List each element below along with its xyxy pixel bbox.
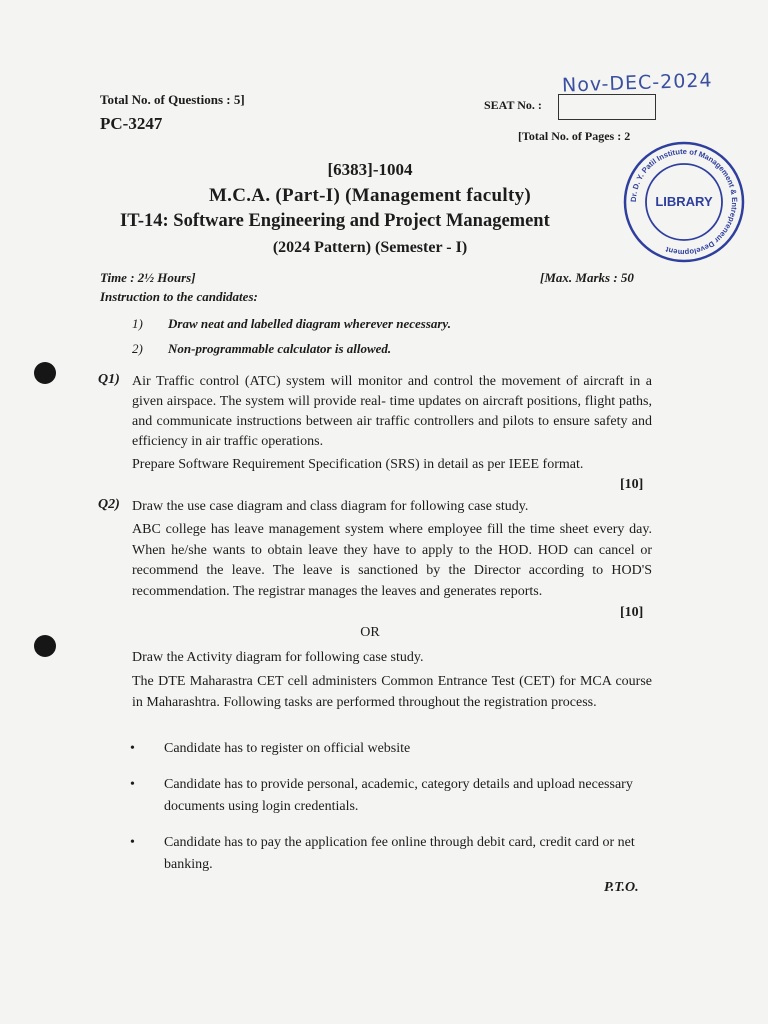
instruction-2-num: 2) <box>132 341 143 356</box>
total-pages: [Total No. of Pages : 2 <box>518 129 631 143</box>
seat-number-box <box>558 94 656 120</box>
q2-or: OR <box>360 625 380 640</box>
q1-paragraph: Air Traffic control (ATC) system will monitor and control the movement of aircraft in a given airspace. The system will provide real- time updates on aircraft positions, flight paths, and communicate instructions between air traffic controllers and pilots to ensure safety and efficiency in air traffic operations. <box>132 374 652 449</box>
library-stamp <box>622 140 746 264</box>
q2-label: Q2) <box>98 497 120 512</box>
q1-task: Prepare Software Requirement Specification (SRS) in detail as per IEEE format. <box>132 457 584 472</box>
exam-time: Time : 2½ Hours] <box>100 270 196 285</box>
punch-hole-bottom <box>34 635 56 657</box>
q2-task-item-3 <box>164 832 652 876</box>
instruction-1-num: 1) <box>132 316 143 331</box>
handwritten-date: Nov-DEC-2024 <box>561 69 713 97</box>
seat-label: SEAT No. : <box>484 98 542 112</box>
q2-intro: Draw the use case diagram and class diagram for following case study. <box>132 499 529 514</box>
q2-task-item-3-text: Candidate has to pay the application fee online through debit card, credit card or net banking. <box>164 835 635 872</box>
instruction-1-text: Draw neat and labelled diagram wherever necessary. <box>168 316 451 331</box>
instruction-heading: Instruction to the candidates: <box>100 289 258 304</box>
pattern-line: (2024 Pattern) (Semester - I) <box>272 239 468 256</box>
exam-code: [6383]-1004 <box>327 160 413 179</box>
q2-case-study: ABC college has leave management system where employee fill the time sheet every day. When he/she wants to obtain leave they have to apply to the HOD. HOD can cancel or recommend the leave. The leave is sanctioned by the Director according to HOD'S recommendation. The registrar manages the leaves and generates reports. <box>132 522 652 599</box>
q2-task-list <box>164 738 652 876</box>
pto-marker: P.T.O. <box>604 880 639 895</box>
q1-marks: [10] <box>620 477 644 492</box>
q2-alt-case: The DTE Maharastra CET cell administers Common Entrance Test (CET) for MCA course in Maharashtra. Following tasks are performed throughout the registration process. <box>132 674 652 710</box>
stamp-center-text: LIBRARY <box>655 194 713 209</box>
q2-alt-intro: Draw the Activity diagram for following case study. <box>132 650 424 665</box>
total-questions: Total No. of Questions : 5] <box>100 92 245 107</box>
q1-label: Q1) <box>98 372 120 387</box>
q2-task-item-1 <box>164 738 652 760</box>
max-marks: [Max. Marks : 50 <box>540 270 634 285</box>
q2-task-item-1-text: Candidate has to register on official website <box>164 741 411 756</box>
paper-code: PC-3247 <box>100 114 163 133</box>
subject-title: IT-14: Software Engineering and Project Management <box>120 211 550 231</box>
stamp-ring-text: Dr. D. Y. Patil Institute of Management & Entrepreneur Development <box>628 146 740 258</box>
q2-marks: [10] <box>620 605 644 620</box>
q2-task-item-2-text: Candidate has to provide personal, academic, category details and upload necessary documents using login credentials. <box>164 777 633 814</box>
instruction-2-text: Non-programmable calculator is allowed. <box>168 341 392 356</box>
punch-hole-top <box>34 362 56 384</box>
q2-task-item-2 <box>164 774 652 818</box>
course-title: M.C.A. (Part-I) (Management faculty) <box>208 185 532 206</box>
